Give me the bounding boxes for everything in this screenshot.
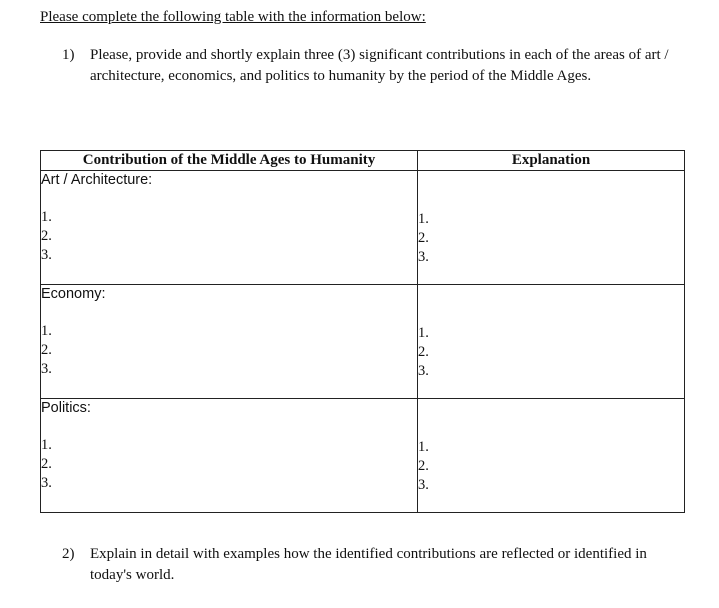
question-text: Please, provide and shortly explain three (3) significant contributions in each of the areas of art / architecture, economics, and politics to humanity by the period of the Middle Ages. (90, 47, 669, 84)
question-2 (62, 544, 692, 586)
numbered-list (41, 208, 417, 265)
category-label: Politics: (41, 400, 91, 416)
contribution-cell[interactable] (41, 285, 418, 399)
contributions-table (40, 150, 685, 513)
explanation-cell[interactable] (418, 399, 685, 513)
list-item: 3. (41, 247, 52, 263)
table-header-row (41, 151, 685, 171)
table-row-art-architecture (41, 171, 685, 285)
header-explanation: Explanation (418, 151, 685, 171)
list-item: 1. (418, 211, 429, 227)
table-row-politics (41, 399, 685, 513)
instruction-heading: Please complete the following table with the information below: (40, 9, 426, 25)
question-text: Explain in detail with examples how the identified contributions are reflected or identified in today's world. (90, 546, 647, 583)
header-contribution: Contribution of the Middle Ages to Humanity (41, 151, 418, 171)
numbered-list (418, 324, 684, 381)
list-item: 2. (41, 228, 52, 244)
list-item: 2. (418, 458, 429, 474)
list-item: 1. (418, 325, 429, 341)
list-item: 1. (41, 323, 52, 339)
list-item: 3. (41, 475, 52, 491)
list-item: 1. (418, 439, 429, 455)
numbered-list (418, 438, 684, 495)
table-row-economy (41, 285, 685, 399)
list-item: 3. (418, 363, 429, 379)
list-item: 1. (41, 437, 52, 453)
list-item: 2. (41, 342, 52, 358)
category-label: Art / Architecture: (41, 172, 153, 188)
explanation-cell[interactable] (418, 171, 685, 285)
question-number: 1) (62, 47, 75, 63)
category-label: Economy: (41, 286, 106, 302)
question-number: 2) (62, 546, 75, 562)
list-item: 2. (418, 230, 429, 246)
question-1 (62, 45, 692, 87)
list-item: 1. (41, 209, 52, 225)
numbered-list (41, 436, 417, 493)
numbered-list (418, 210, 684, 267)
list-item: 3. (418, 477, 429, 493)
contribution-cell[interactable] (41, 171, 418, 285)
contribution-cell[interactable] (41, 399, 418, 513)
list-item: 3. (418, 249, 429, 265)
list-item: 3. (41, 361, 52, 377)
numbered-list (41, 322, 417, 379)
list-item: 2. (418, 344, 429, 360)
explanation-cell[interactable] (418, 285, 685, 399)
list-item: 2. (41, 456, 52, 472)
